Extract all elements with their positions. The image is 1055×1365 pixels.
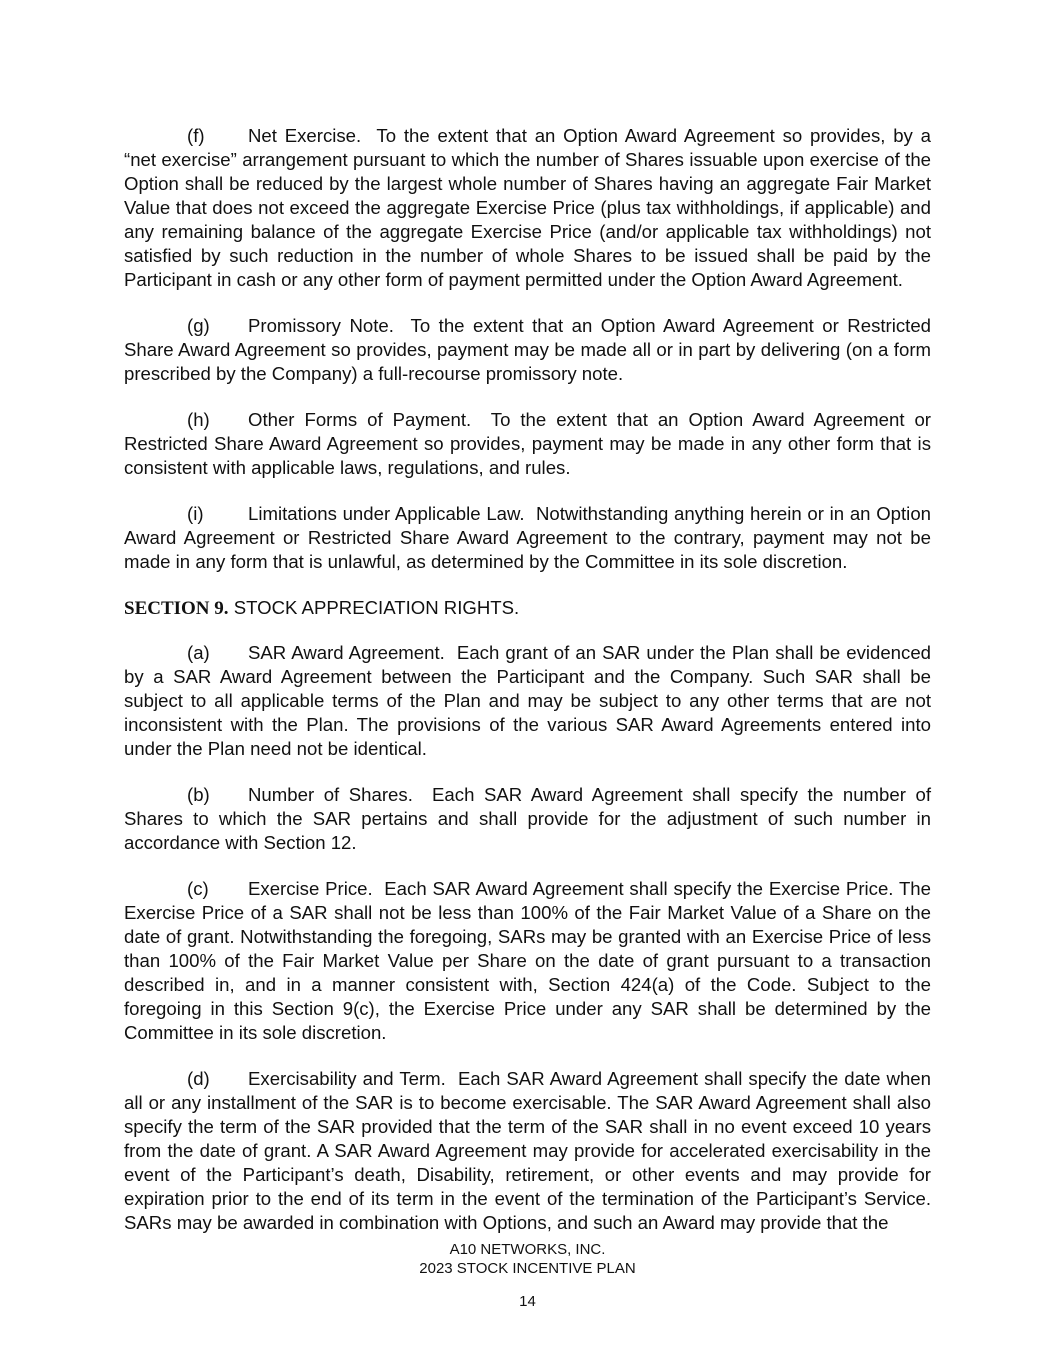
paragraph-text: To the extent that an Option Award Agreement so provides, by a “net exercise” arrangement pursuant to which the number of Shares issuable upon exercise of the Option shall be reduced by the largest whole number of Shares having an aggregate Fair Market Value that does not exceed the aggregate Exercise Price (plus tax withholdings, if applicable) and any remaining balance of the aggregate Exercise Price (and/or applicable tax withholdings) not satisfied by such reduction in the number of whole Shares to be issued shall be paid by the Participant in cash or any other form of payment permitted under the Option Award Agreement.	[124, 125, 931, 290]
paragraph	[124, 1067, 931, 1235]
paragraph-text: Each grant of an SAR under the Plan shall be evidenced by a SAR Award Agreement between the Participant and the Company. Such SAR shall be subject to all applicable terms of the Plan and may be subject to any other terms that are not inconsistent with the Plan. The provisions of the various SAR Award Agreements entered into under the Plan need not be identical.	[124, 642, 932, 759]
paragraph-heading: SAR Award Agreement.	[248, 642, 445, 663]
paragraph-heading: Limitations under Applicable Law.	[248, 503, 525, 524]
paragraph-text: To the extent that an Option Award Agreement or Restricted Share Award Agreement so provides, payment may be made all or in part by delivering (on a form prescribed by the Company) a full-recourse promissory note.	[124, 315, 932, 384]
paragraph-text: Each SAR Award Agreement shall specify the Exercise Price. The Exercise Price of a SAR shall not be less than 100% of the Fair Market Value of a Share on the date of grant. Notwithstanding the foregoing, SARs may be granted with an Exercise Price of less than 100% of the Fair Market Value per Share on the date of grant pursuant to a transaction described in, and in a manner consistent with, Section 424(a) of the Code. Subject to the foregoing in this Section 9(c), the Exercise Price under any SAR shall be determined by the Committee in its sole discretion.	[124, 878, 931, 1043]
paragraph-text: Each SAR Award Agreement shall specify the date when all or any installment of the SAR is to become exercisable. The SAR Award Agreement shall also specify the term of the SAR provided that the term of the SAR shall in no event exceed 10 years from the date of grant. A SAR Award Agreement may provide for accelerated exercisability in the event of the Participant’s death, Disability, retirement, or other events and may provide for expiration prior to the end of its term in the event of the termination of the Participant’s Service. SARs may be awarded in combination with Options, and such an Award may provide that the	[124, 1068, 931, 1233]
section-heading	[124, 596, 931, 621]
paragraph-marker: (b)	[187, 784, 210, 805]
paragraph-marker: (g)	[187, 315, 210, 336]
paragraph-heading: Number of Shares.	[248, 784, 413, 805]
paragraphs-before	[124, 124, 931, 574]
paragraph-marker: (i)	[187, 503, 204, 524]
paragraph-marker: (d)	[187, 1068, 210, 1089]
paragraph-heading: Promissory Note.	[248, 315, 394, 336]
footer-plan: 2023 STOCK INCENTIVE PLAN	[419, 1260, 636, 1277]
section-title: STOCK APPRECIATION RIGHTS.	[233, 597, 520, 618]
paragraph	[124, 408, 931, 480]
paragraph	[124, 877, 931, 1045]
paragraph-text: Notwithstanding anything herein or in an Option Award Agreement or Restricted Share Award Agreement to the contrary, payment may not be made in any form that is unlawful, as determined by the Committee in its sole discretion.	[124, 503, 931, 572]
paragraph	[124, 314, 931, 386]
paragraph-heading: Exercise Price.	[248, 878, 373, 899]
section-number: SECTION 9.	[124, 598, 229, 619]
paragraph	[124, 502, 931, 574]
page-number: 14	[519, 1293, 536, 1310]
paragraphs-after	[124, 641, 931, 1235]
paragraph-heading: Net Exercise.	[248, 125, 362, 146]
paragraph-marker: (h)	[187, 409, 210, 430]
paragraph-heading: Exercisability and Term.	[248, 1068, 446, 1089]
document-page	[124, 124, 931, 1257]
page-footer	[0, 1240, 1055, 1311]
paragraph-marker: (a)	[187, 642, 210, 663]
paragraph	[124, 783, 931, 855]
paragraph-marker: (c)	[187, 878, 209, 899]
paragraph-marker: (f)	[187, 125, 205, 146]
paragraph-text: Each SAR Award Agreement shall specify the number of Shares to which the SAR pertains and shall provide for the adjustment of such number in accordance with Section 12.	[124, 784, 931, 853]
paragraph-heading: Other Forms of Payment.	[248, 409, 472, 430]
paragraph-text: To the extent that an Option Award Agreement or Restricted Share Award Agreement so provides, payment may be made in any other form that is consistent with applicable laws, regulations, and rules.	[124, 409, 931, 478]
footer-company: A10 NETWORKS, INC.	[449, 1241, 606, 1258]
paragraph	[124, 641, 931, 761]
paragraph	[124, 124, 931, 292]
